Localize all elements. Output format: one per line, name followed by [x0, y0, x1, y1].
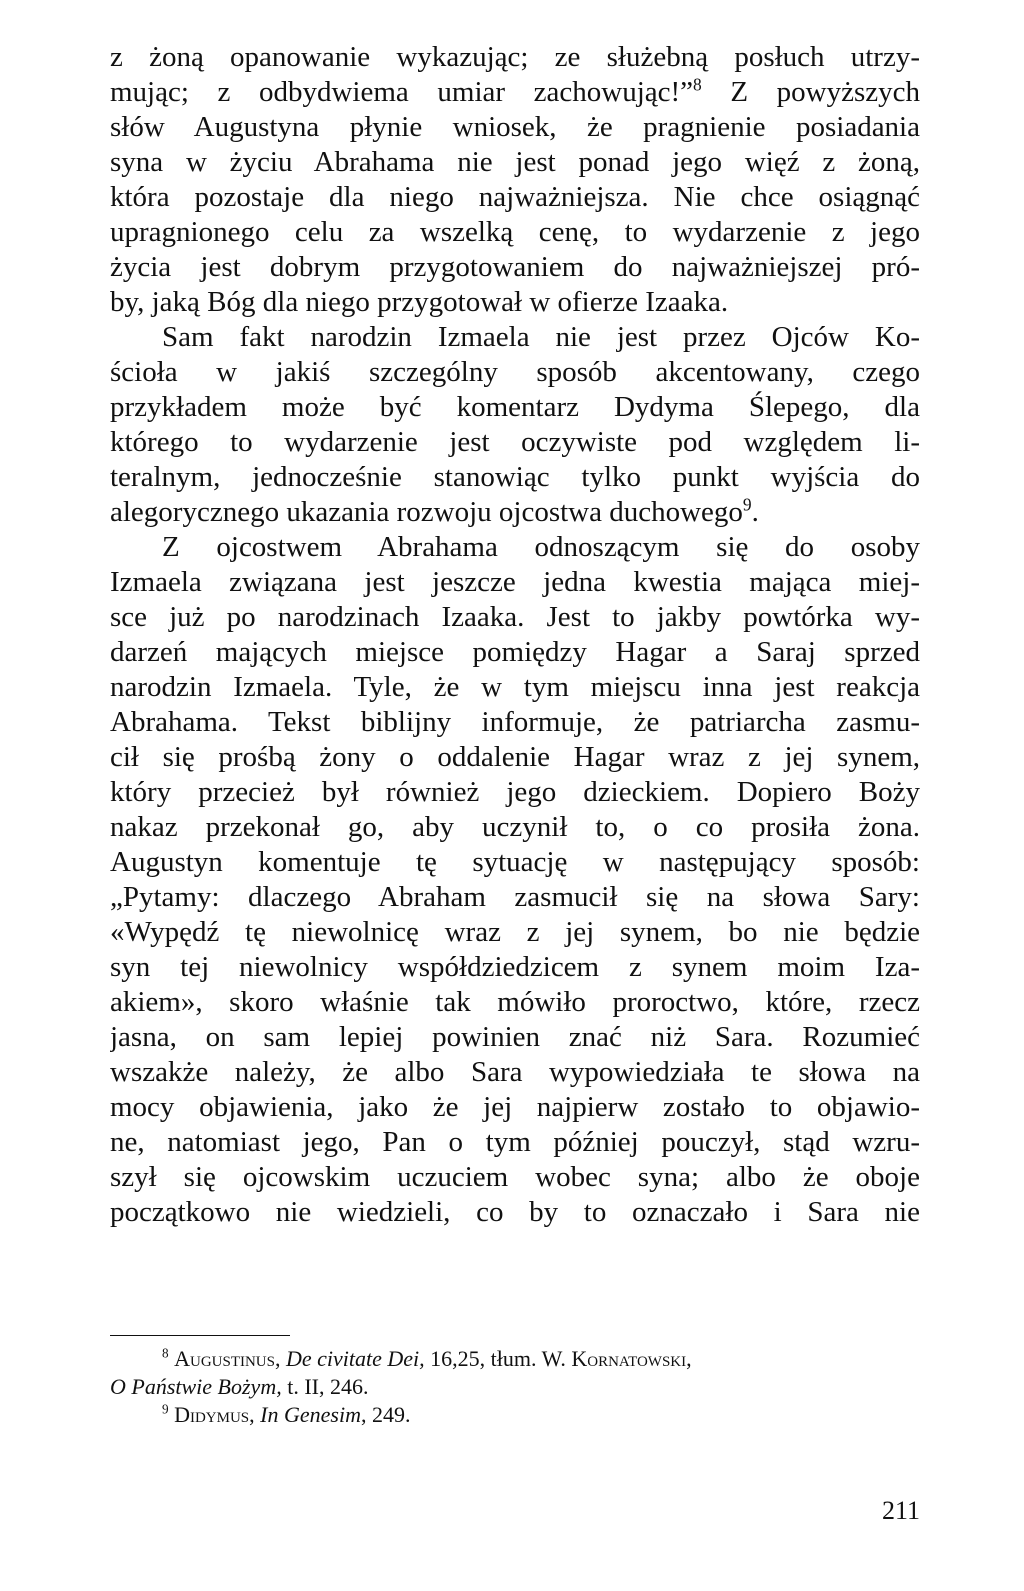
footnote-ref-9: 9 [742, 495, 752, 515]
footnote-text: , [686, 1346, 692, 1371]
text-line: ścioła w jakiś szczególny sposób akcentowany, czego [110, 356, 920, 388]
text-line: z żoną opanowanie wykazując; ze służebną posłuch utrzy- [110, 41, 920, 73]
text-line: Abrahama. Tekst biblijny informuje, że patriarcha zasmu- [110, 706, 920, 738]
footnote-text: , [249, 1402, 261, 1427]
book-page [110, 40, 920, 1580]
text-segment: alegorycznego ukazania rozwoju ojcostwa duchowego [110, 496, 743, 528]
text-line: darzeń mających miejsce pomiędzy Hagar a Saraj sprzed [110, 636, 920, 668]
footnote-number: 9 [162, 1401, 169, 1417]
footnote-title: In Genesim [260, 1402, 361, 1427]
text-line: cił się prośbą żony o oddalenie Hagar wraz z jej synem, [110, 741, 920, 773]
text-line: mocy objawienia, jako że jej najpierw zostało to objawio- [110, 1091, 920, 1123]
text-line: życia jest dobrym przygotowaniem do najważniejszej pró- [110, 251, 920, 283]
text-line: jasna, on sam lepiej powinien znać niż Sara. Rozumieć [110, 1021, 920, 1053]
text-line: nakaz przekonał go, aby uczynił to, o co prosiła żona. [110, 811, 920, 843]
text-line: „Pytamy: dlaczego Abraham zasmucił się na słowa Sary: [110, 881, 920, 913]
text-line [110, 495, 920, 530]
footnote-8-continuation [110, 1373, 368, 1401]
text-line: «Wypędź tę niewolnicę wraz z jej synem, bo nie będzie [110, 916, 920, 948]
text-line: Izmaela związana jest jeszcze jedna kwestia mająca miej- [110, 566, 920, 598]
text-line: ne, natomiast jego, Pan o tym później pouczył, stąd wzru- [110, 1126, 920, 1158]
footnote-author: Augustinus [174, 1346, 275, 1371]
text-line: syn tej niewolnicy współdziedzicem z synem moim Iza- [110, 951, 920, 983]
text-line: narodzin Izmaela. Tyle, że w tym miejscu inna jest reakcja [110, 671, 920, 703]
footnote-text: , 249. [360, 1402, 411, 1427]
text-line: syna w życiu Abrahama nie jest ponad jego więź z żoną, [110, 146, 920, 178]
footnote-text: t. II, 246. [281, 1374, 369, 1399]
text-line: początkowo nie wiedzieli, co by to oznaczało i Sara nie [110, 1196, 920, 1228]
text-segment: Z powyższych [701, 76, 920, 108]
text-line: Z ojcostwem Abrahama odnoszącym się do osoby [162, 531, 920, 563]
text-line [110, 75, 920, 110]
text-segment: . [751, 496, 759, 528]
footnote-ref-8: 8 [693, 75, 702, 95]
text-line: który przecież był również jego dzieckiem. Dopiero Boży [110, 776, 920, 808]
text-line: upragnionego celu za wszelką cenę, to wydarzenie z jego [110, 216, 920, 248]
footnote-title: O Państwie Bożym, [110, 1374, 282, 1399]
footnote-8 [162, 1345, 692, 1373]
text-line: szył się ojcowskim uczuciem wobec syna; albo że oboje [110, 1161, 920, 1193]
text-line: która pozostaje dla niego najważniejsza. Nie chce osiągnąć [110, 181, 920, 213]
text-line: Sam fakt narodzin Izmaela nie jest przez Ojców Ko- [162, 321, 920, 353]
footnote-text: , [275, 1346, 286, 1371]
footnote-title: De civitate Dei, [286, 1346, 425, 1371]
text-line: by, jaką Bóg dla niego przygotował w ofierze Izaaka. [110, 286, 729, 318]
footnote-author: Didymus [174, 1402, 250, 1427]
text-line: słów Augustyna płynie wniosek, że pragnienie posiadania [110, 111, 920, 143]
footnote-translator: Kornatowski [571, 1346, 687, 1371]
text-line: akiem», skoro właśnie tak mówiło proroctwo, które, rzecz [110, 986, 920, 1018]
footnote-divider [110, 1335, 290, 1336]
footnote-text: 16,25, tłum. W. [424, 1346, 572, 1371]
footnote-9 [162, 1401, 410, 1429]
text-line: Augustyn komentuje tę sytuację w następujący sposób: [110, 846, 920, 878]
text-line: teralnym, jednocześnie stanowiąc tylko punkt wyjścia do [110, 461, 920, 493]
footnote-number: 8 [162, 1345, 169, 1361]
text-line: przykładem może być komentarz Dydyma Ślepego, dla [110, 391, 920, 423]
page-number: 211 [881, 1496, 920, 1525]
text-line: sce już po narodzinach Izaaka. Jest to jakby powtórka wy- [110, 601, 920, 633]
text-line: wszakże należy, że albo Sara wypowiedziała te słowa na [110, 1056, 920, 1088]
text-segment: mując; z odbydwiema umiar zachowując!” [110, 76, 694, 108]
text-line: którego to wydarzenie jest oczywiste pod względem li- [110, 426, 920, 458]
